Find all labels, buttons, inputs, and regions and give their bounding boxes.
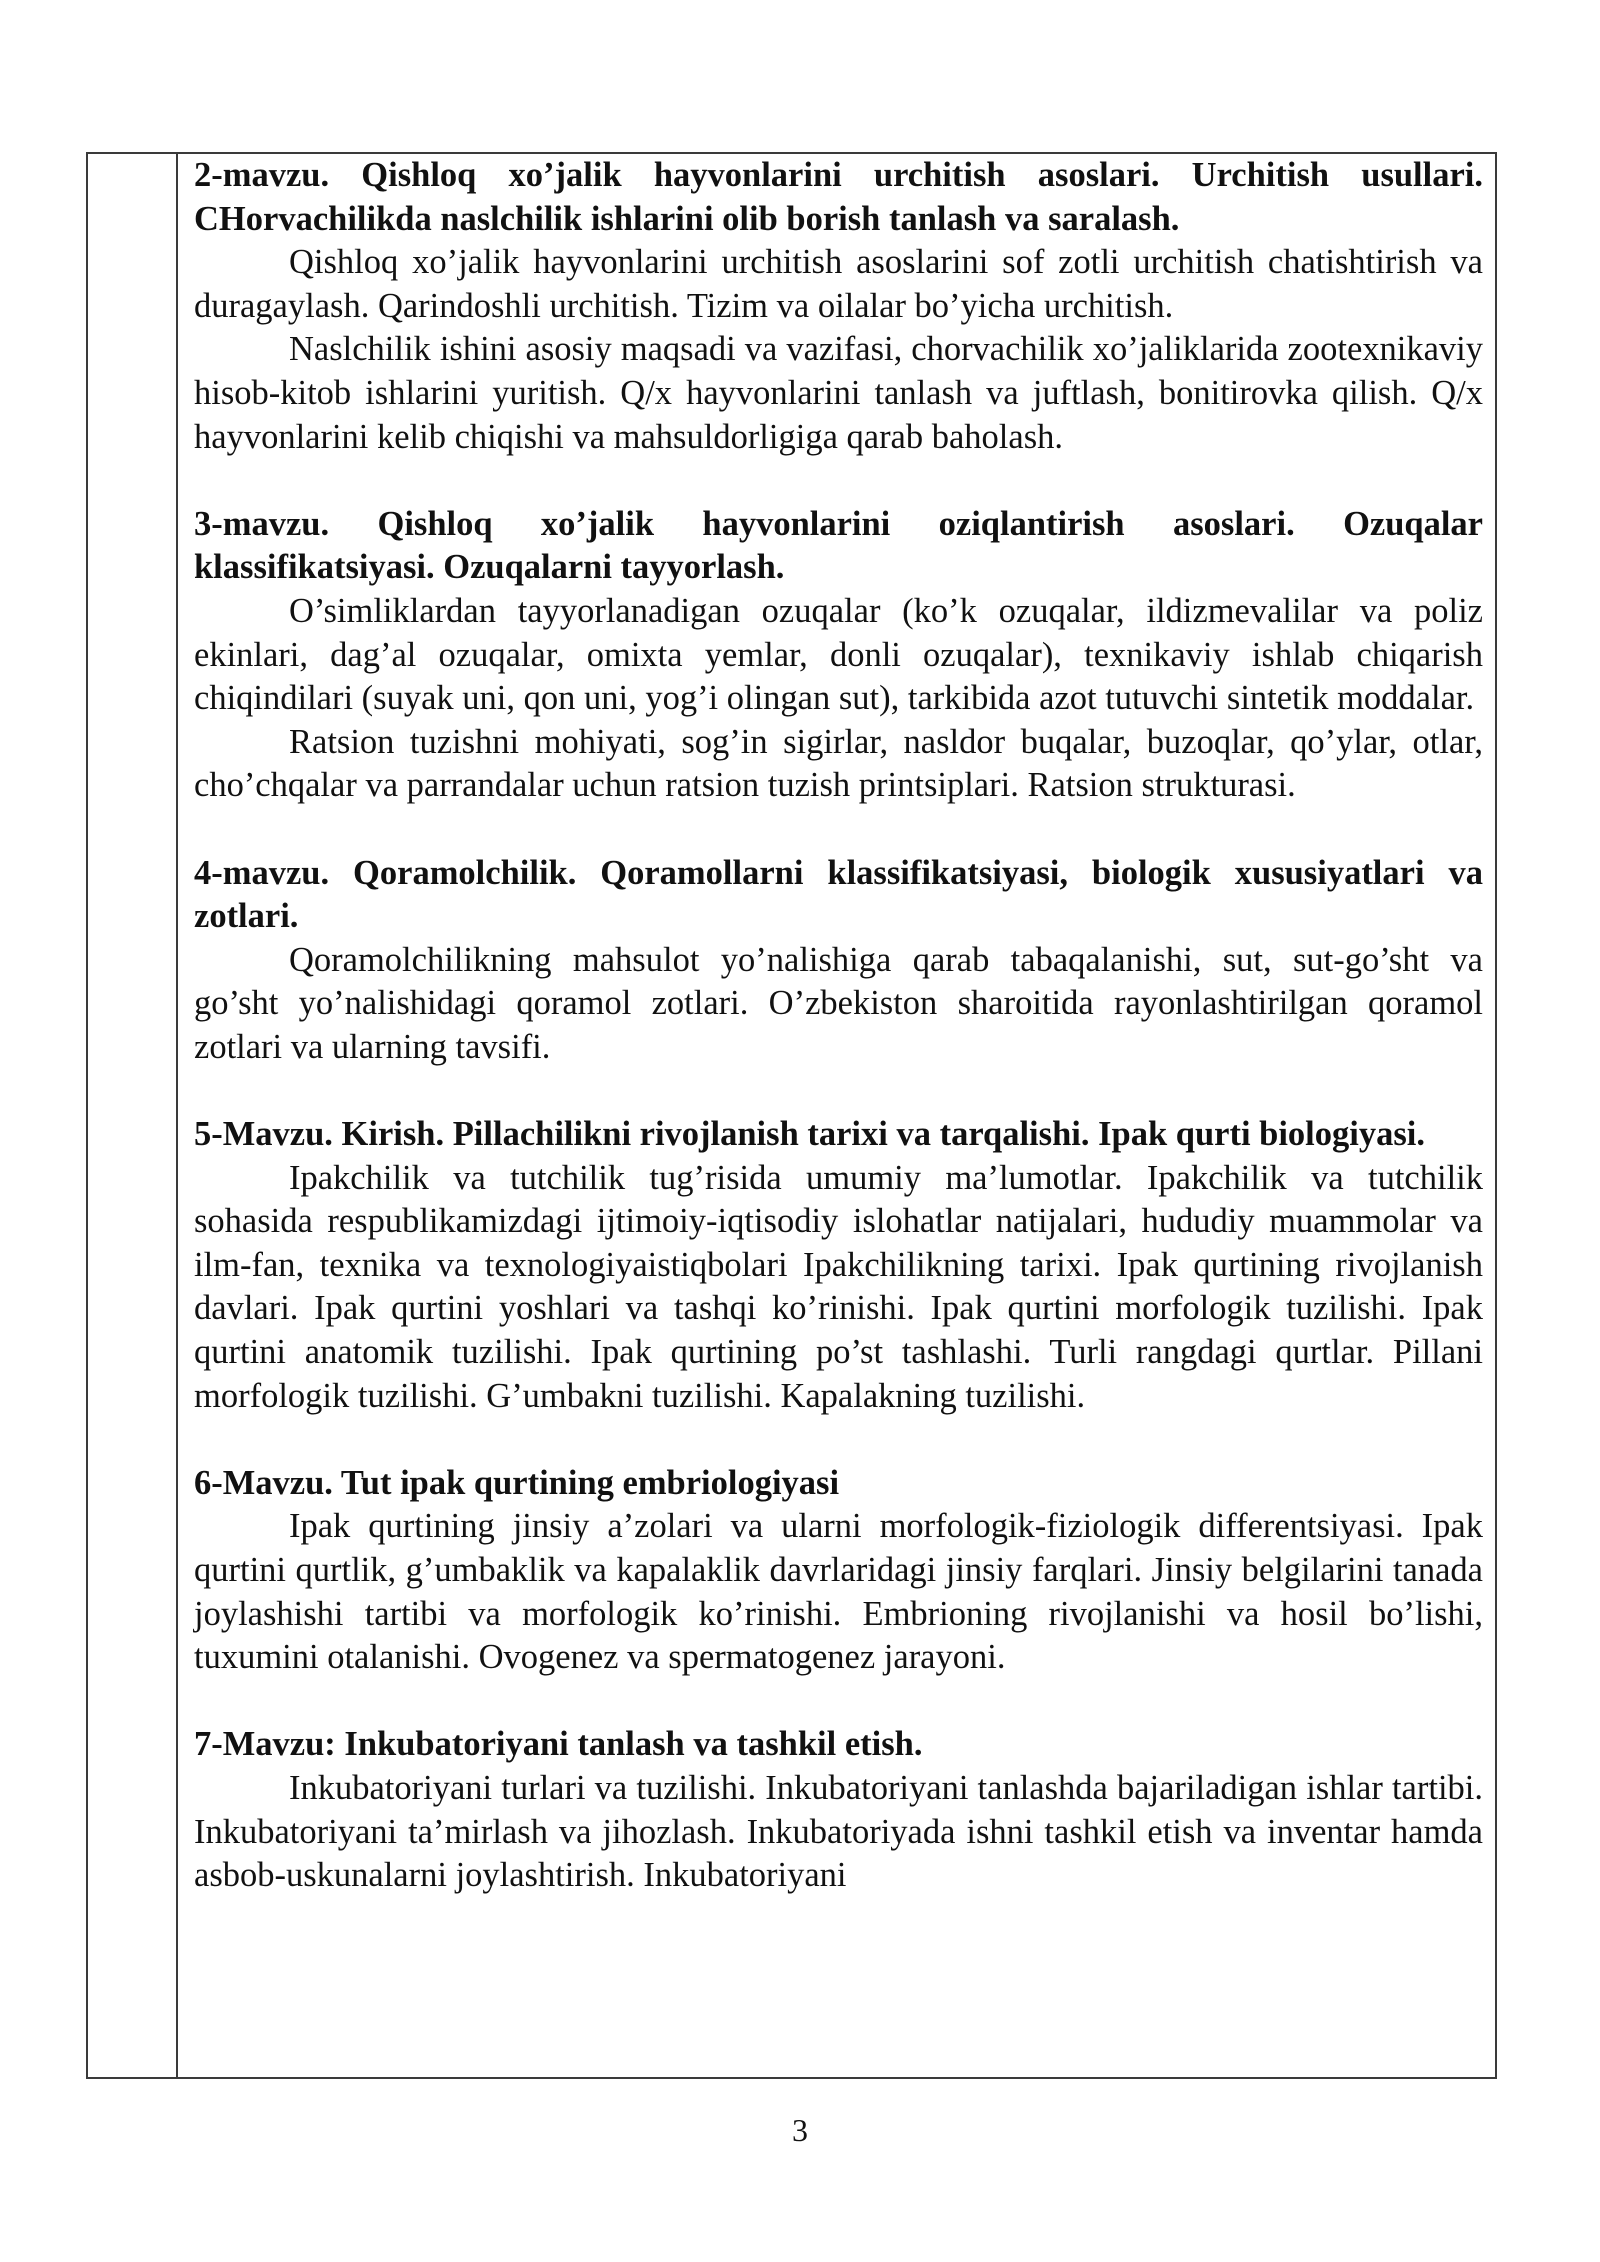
topic-heading: 5-Mavzu. Kirish. Pillachilikni rivojlanish tarixi va tarqalishi. Ipak qurti biologiyasi. xyxy=(194,1115,1425,1154)
topic-paragraph: Ipakchilik va tutchilik tug’risida umumiy ma’lumotlar. Ipakchilik va tutchilik sohasida respublikamizdagi ijtimoiy-iqtisodiy islohatlar natijalari, hududiy muammolar va ilm-fan, texnika va texnologiyaistiqbolari Ipakchilikning tarixi. Ipak qurtining rivojlanish davlari. Ipak qurtini yoshlari va tashqi ko’rinishi. Ipak qurtini morfologik tuzilishi. Ipak qurtini anatomik tuzilishi. Ipak qurtining po’st tashlashi. Turli rangdagi qurtlar. Pillani morfologik tuzilishi. G’umbakni tuzilishi. Kapalakning tuzilishi. xyxy=(194,1158,1483,1415)
topic-paragraph: O’simliklardan tayyorlanadigan ozuqalar (ko’k ozuqalar, ildizmevalilar va poliz ekinlari, dag’al ozuqalar, omixta yemlar, donli ozuqalar), texnikaviy ishlab chiqarish chiqindilari (suyak uni, qon uni, yog’i olingan sut), tarkibida azot tutuvchi sintetik moddalar. xyxy=(194,591,1483,718)
topic-paragraph: Naslchilik ishini asosiy maqsadi va vazifasi, chorvachilik xo’jaliklarida zootexnikaviy hisob-kitob ishlarini yuritish. Q/x hayvonlarini tanlash va juftlash, bonitirovka qilish. Q/x hayvonlarini kelib chiqishi va mahsuldorligiga qarab baholash. xyxy=(194,330,1483,456)
table-left-column xyxy=(88,154,178,2077)
page-number: 3 xyxy=(792,2112,808,2148)
topic-6 xyxy=(194,1462,1483,1680)
table-content-cell xyxy=(194,154,1483,1898)
topic-2 xyxy=(194,154,1483,459)
topic-heading: 6-Mavzu. Tut ipak qurtining embriologiyasi xyxy=(194,1463,840,1502)
topic-5 xyxy=(194,1113,1483,1418)
topic-paragraph: Inkubatoriyani turlari va tuzilishi. Inkubatoriyani tanlashda bajariladigan ishlar tartibi. Inkubatoriyani ta’mirlash va jihozlash. Inkubatoriyada ishni tashkil etish va inventar hamda asbob-uskunalarni joylashtirish. Inkubatoriyani xyxy=(194,1768,1483,1895)
topic-heading: 3-mavzu. Qishloq xo’jalik hayvonlarini oziqlantirish asoslari. Ozuqalar klassifikatsiyasi. Ozuqalarni tayyorlash. xyxy=(194,504,1483,587)
topic-paragraph: Qishloq xo’jalik hayvonlarini urchitish asoslarini sof zotli urchitish chatishtirish va duragaylash. Qarindoshli urchitish. Tizim va oilalar bo’yicha urchitish. xyxy=(194,243,1483,325)
topic-paragraph: Qoramolchilikning mahsulot yo’nalishiga qarab tabaqalanishi, sut, sut-go’sht va go’sht yo’nalishidagi qoramol zotlari. O’zbekiston sharoitida rayonlashtirilgan qoramol zotlari va ularning tavsifi. xyxy=(194,940,1483,1066)
topic-4 xyxy=(194,852,1483,1070)
content-table xyxy=(86,152,1497,2079)
topic-paragraph: Ipak qurtining jinsiy a’zolari va ularni morfologik-fiziologik differentsiyasi. Ipak qurtini qurtlik, g’umbaklik va kapalaklik davrlaridagi jinsiy farqlari. Jinsiy belgilarini tanada joylashishi tartibi va morfologik ko’rinishi. Embrioning rivojlanishi va hosil bo’lishi, tuxumini otalanishi. Ovogenez va spermatogenez jarayoni. xyxy=(194,1507,1483,1677)
topic-paragraph: Ratsion tuzishni mohiyati, sog’in sigirlar, nasldor buqalar, buzoqlar, qo’ylar, otlar, cho’chqalar va parrandalar uchun ratsion tuzish printsiplari. Ratsion strukturasi. xyxy=(194,722,1483,805)
topic-heading: 2-mavzu. Qishloq xo’jalik hayvonlarini urchitish asoslari. Urchitish usullari. CHorvachilikda naslchilik ishlarini olib borish tanlash va saralash. xyxy=(194,156,1483,238)
topic-7 xyxy=(194,1723,1483,1897)
topic-heading: 4-mavzu. Qoramolchilik. Qoramollarni klassifikatsiyasi, biologik xususiyatlari va zotlari. xyxy=(194,853,1483,936)
topic-heading: 7-Mavzu: Inkubatoriyani tanlash va tashkil etish. xyxy=(194,1725,923,1764)
topic-3 xyxy=(194,503,1483,808)
